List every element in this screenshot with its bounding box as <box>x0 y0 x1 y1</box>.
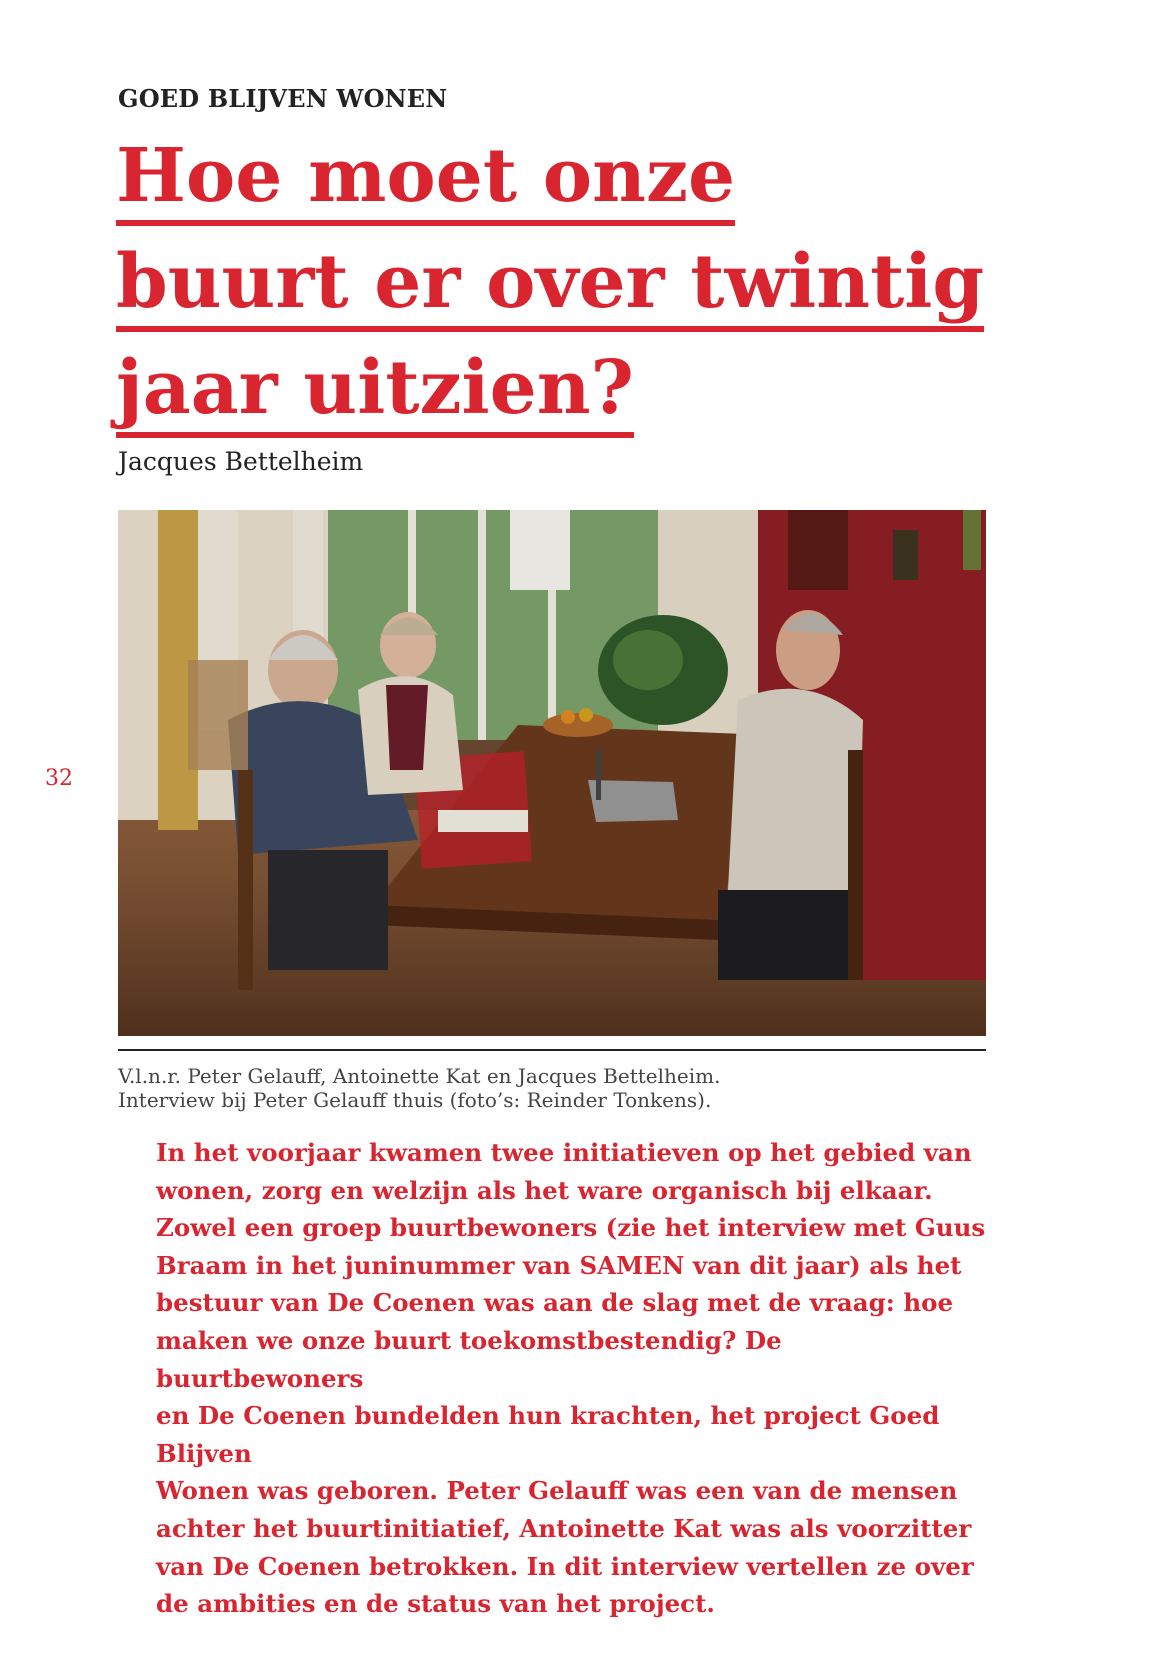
intro-line: de ambities en de status van het project. <box>156 1589 715 1619</box>
intro-line: wonen, zorg en welzijn als het ware organisch bij elkaar. <box>156 1175 933 1205</box>
article-title <box>116 126 1056 444</box>
intro-line: Zowel een groep buurtbewoners (zie het interview met Guus <box>156 1213 986 1243</box>
intro-line: Braam in het juninummer van SAMEN van dit jaar) als het <box>156 1250 962 1280</box>
photo-illustration <box>118 510 986 1036</box>
intro-line: achter het buurtinitiatief, Antoinette Kat was als voorzitter <box>156 1513 972 1543</box>
intro-line: Wonen was geboren. Peter Gelauff was een van de mensen <box>156 1476 958 1506</box>
intro-line: en De Coenen bundelden hun krachten, het project Goed Blijven <box>156 1401 940 1468</box>
section-kicker: GOED BLIJVEN WONEN <box>118 84 448 113</box>
intro-line: maken we onze buurt toekomstbestendig? De buurtbewoners <box>156 1325 782 1393</box>
caption-line-1: V.l.n.r. Peter Gelauff, Antoinette Kat en Jacques Bettelheim. <box>118 1064 721 1088</box>
author-byline: Jacques Bettelheim <box>118 447 364 476</box>
title-line-2: buurt er over twintig <box>116 238 984 332</box>
intro-line: van De Coenen betrokken. In dit interview vertellen ze over <box>156 1551 974 1581</box>
caption-line-2: Interview bij Peter Gelauff thuis (foto’s: Reinder Tonkens). <box>118 1088 712 1112</box>
intro-paragraph <box>156 1134 996 1623</box>
intro-line: In het voorjaar kwamen twee initiatieven op het gebied van <box>156 1138 972 1167</box>
photo-caption <box>118 1064 986 1112</box>
intro-line: bestuur van De Coenen was aan de slag met de vraag: hoe <box>156 1288 954 1318</box>
article-photo <box>118 510 986 1036</box>
page-number: 32 <box>45 766 73 791</box>
caption-divider <box>118 1049 986 1051</box>
title-line-1: Hoe moet onze <box>116 132 735 226</box>
title-line-3: jaar uitzien? <box>116 344 634 438</box>
